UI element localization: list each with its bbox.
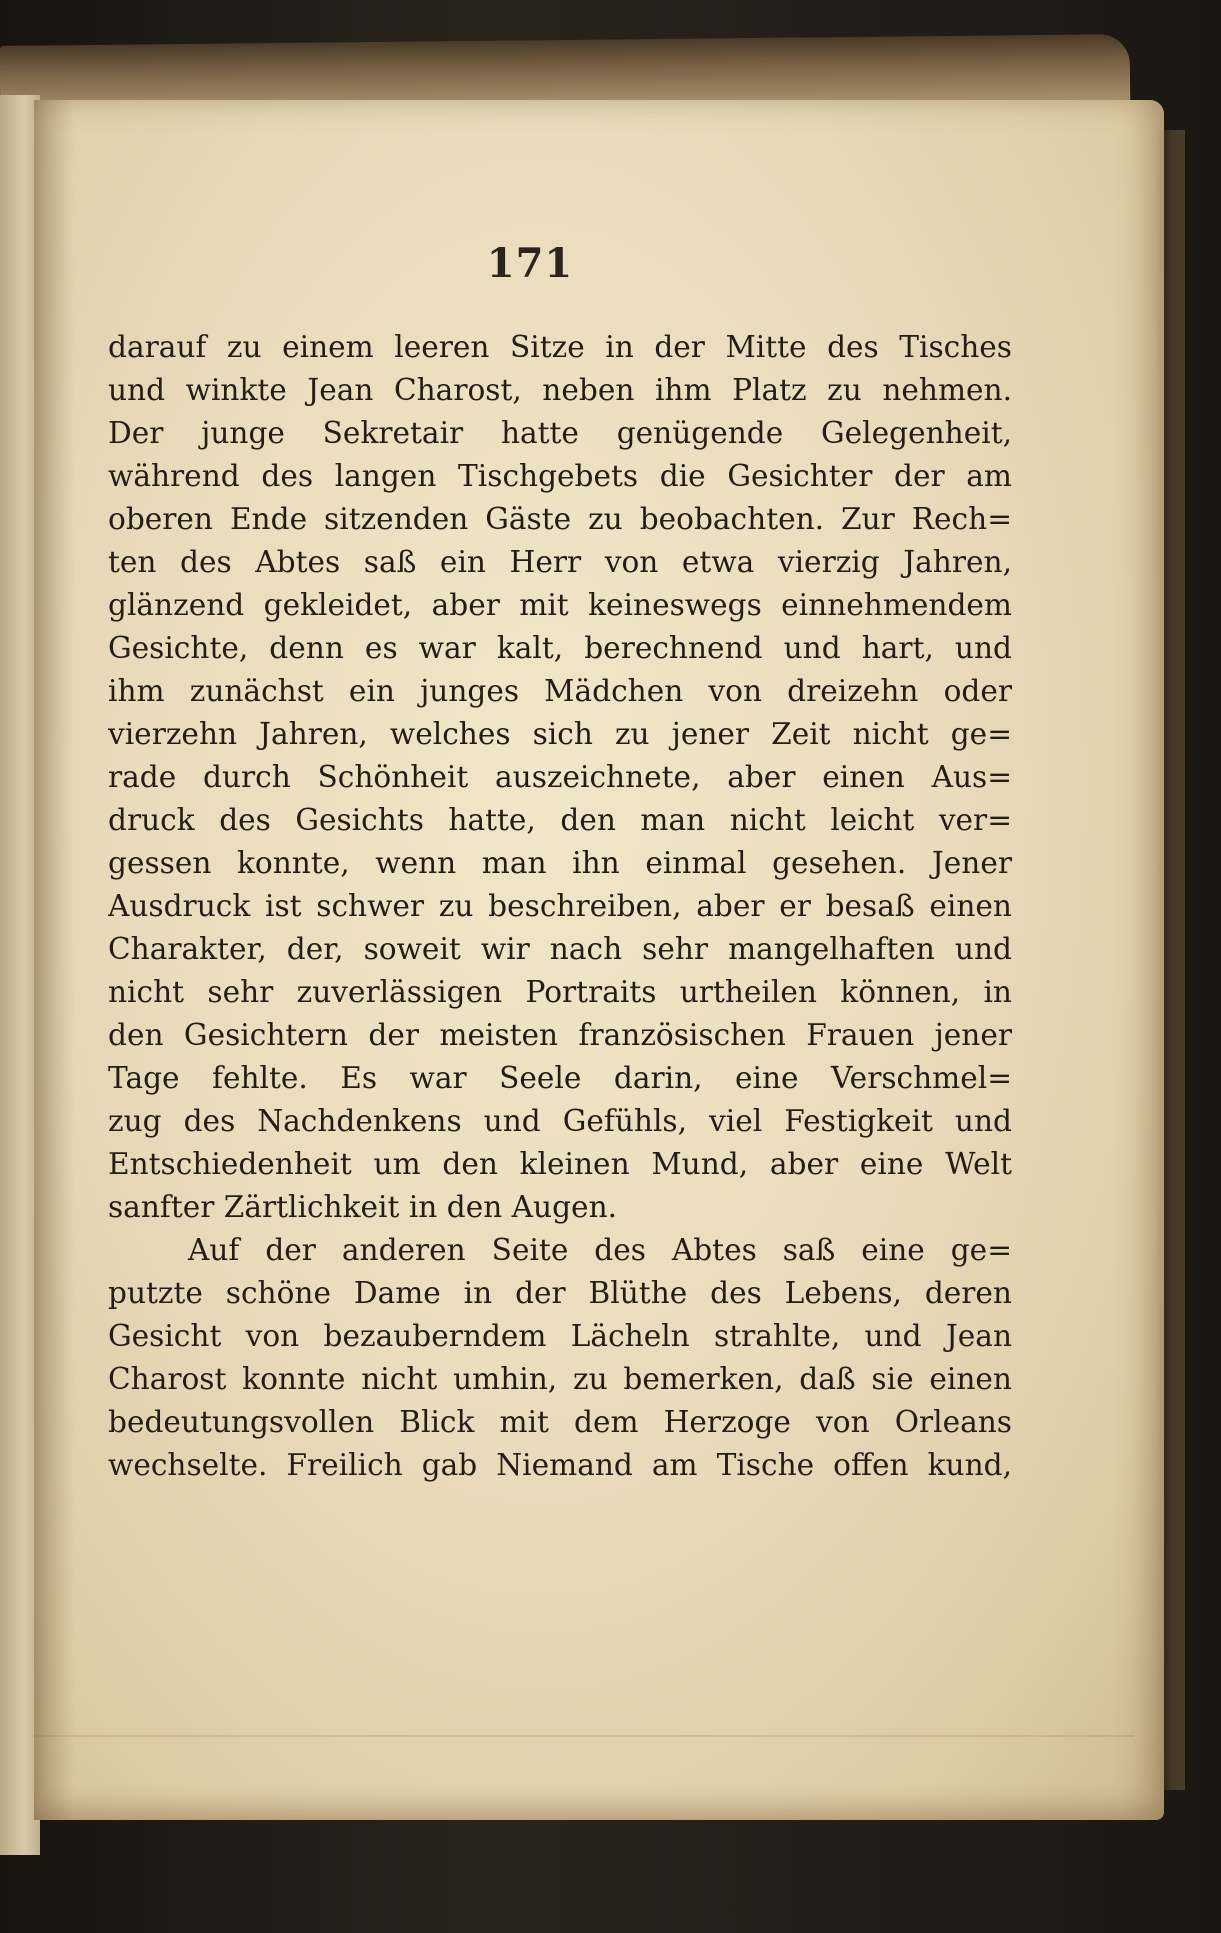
text-line: oberen Ende sitzenden Gäste zu beobachten. Zur Rech= — [108, 502, 1012, 536]
text-line: Charost konnte nicht umhin, zu bemerken, daß sie einen — [108, 1362, 1012, 1396]
text-line: bedeutungsvollen Blick mit dem Herzoge von Orleans — [108, 1405, 1012, 1439]
text-line: vierzehn Jahren, welches sich zu jener Zeit nicht ge= — [108, 717, 1012, 751]
gutter-shadow — [34, 100, 74, 1820]
text-line: Charakter, der, soweit wir nach sehr mangelhaften und — [108, 932, 1012, 966]
text-line: ten des Abtes saß ein Herr von etwa vierzig Jahren, — [108, 545, 1012, 579]
text-line: putzte schöne Dame in der Blüthe des Lebens, deren — [108, 1276, 1012, 1310]
text-line: darauf zu einem leeren Sitze in der Mitte des Tisches — [108, 330, 1012, 364]
paragraph — [108, 1229, 1012, 1487]
text-line: Der junge Sekretair hatte genügende Gelegenheit, — [108, 416, 1012, 450]
text-line: zug des Nachdenkens und Gefühls, viel Festigkeit und — [108, 1104, 1012, 1138]
text-line: den Gesichtern der meisten französischen Frauen jener — [108, 1018, 1012, 1052]
text-line: glänzend gekleidet, aber mit keineswegs einnehmendem — [108, 588, 1012, 622]
text-line: und winkte Jean Charost, neben ihm Platz zu nehmen. — [108, 373, 1012, 407]
text-line: rade durch Schönheit auszeichnete, aber einen Aus= — [108, 760, 1012, 794]
text-line: druck des Gesichts hatte, den man nicht leicht ver= — [108, 803, 1012, 837]
page-edge-shadow — [1155, 130, 1185, 1790]
text-line: Gesichte, denn es war kalt, berechnend und hart, und — [108, 631, 1012, 665]
text-line: Gesicht von bezauberndem Lächeln strahlte, und Jean — [108, 1319, 1012, 1353]
text-line: gessen konnte, wenn man ihn einmal gesehen. Jener — [108, 846, 1012, 880]
body-text — [108, 326, 1012, 1487]
paragraph — [108, 326, 1012, 1229]
text-line: sanfter Zärtlichkeit in den Augen. — [108, 1190, 618, 1224]
page-number: 171 — [486, 240, 574, 287]
text-line: ihm zunächst ein junges Mädchen von dreizehn oder — [108, 674, 1012, 708]
text-line: Auf der anderen Seite des Abtes saß eine ge= — [188, 1233, 1012, 1267]
text-line: während des langen Tischgebets die Gesichter der am — [108, 459, 1012, 493]
text-line: nicht sehr zuverlässigen Portraits urtheilen können, in — [108, 975, 1012, 1009]
text-line: Ausdruck ist schwer zu beschreiben, aber er besaß einen — [108, 889, 1012, 923]
page-bottom-margin — [34, 1735, 1134, 1777]
text-line: wechselte. Freilich gab Niemand am Tische offen kund, — [108, 1448, 1012, 1482]
text-line: Entschiedenheit um den kleinen Mund, aber eine Welt — [108, 1147, 1012, 1181]
text-line: Tage fehlte. Es war Seele darin, eine Verschmel= — [108, 1061, 1012, 1095]
